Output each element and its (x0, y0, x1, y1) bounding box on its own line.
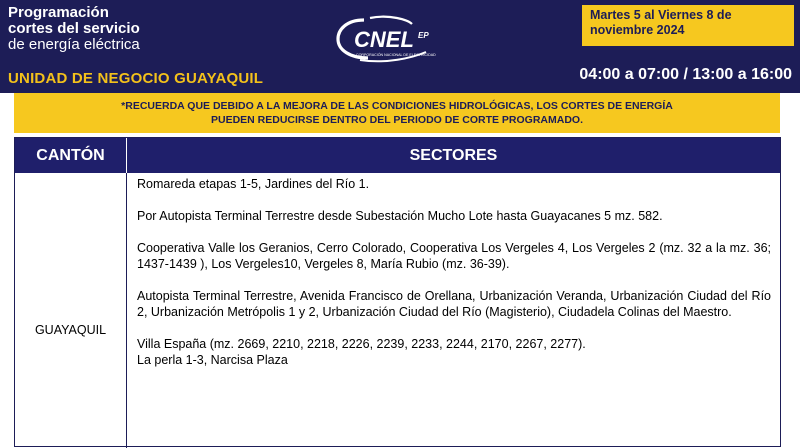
outage-table (14, 137, 781, 447)
sector-entry: Romareda etapas 1-5, Jardines del Río 1. (137, 177, 370, 191)
table-row (15, 173, 126, 448)
column-header-canton: CANTÓN (15, 138, 127, 173)
logo-subtitle: CORPORACIÓN NACIONAL DE ELECTRICIDAD (356, 53, 436, 57)
logo-text: CNEL (354, 27, 414, 52)
business-unit: UNIDAD DE NEGOCIO GUAYAQUIL (8, 70, 264, 87)
sector-entry: Por Autopista Terminal Terrestre desde Subestación Mucho Lote hasta Guayacanes 5 mz. 582. (137, 209, 663, 223)
outage-hours: 04:00 a 07:00 / 13:00 a 16:00 (579, 66, 792, 83)
notice-line-2: PUEDEN REDUCIRSE DENTRO DEL PERIODO DE CORTE PROGRAMADO. (210, 114, 583, 126)
sector-entry: Autopista Terminal Terrestre, Avenida Francisco de Orellana, Urbanización Veranda, Urbanización Ciudad del Río 2, Urbanización Metrópolis 1 y 2, Urbanización Ciudad del Río (Magisterio), Ciudadela Colinas del Maestro. (137, 289, 771, 319)
title-line-1: Programación (8, 4, 109, 21)
sectores-cell (137, 176, 771, 368)
canton-name: GUAYAQUIL (34, 323, 107, 337)
cnel-logo (330, 14, 490, 64)
page-title (8, 5, 288, 53)
logo-suffix: EP (418, 31, 429, 40)
sector-entry: Villa España (mz. 2669, 2210, 2218, 2226, 2239, 2233, 2244, 2170, 2267, 2277). (137, 337, 586, 351)
date-range-box: Martes 5 al Viernes 8 de noviembre 2024 (582, 5, 794, 46)
column-divider (126, 173, 127, 448)
title-line-3: de energía eléctrica (8, 36, 140, 53)
sector-entry: La perla 1-3, Narcisa Plaza (137, 353, 288, 367)
notice-banner (14, 93, 780, 133)
table-header (15, 138, 780, 173)
cnel-swoosh-icon (330, 14, 490, 64)
notice-line-1: *RECUERDA QUE DEBIDO A LA MEJORA DE LAS CONDICIONES HIDROLÓGICAS, LOS CORTES DE ENERGÍA (121, 100, 673, 112)
column-header-sectores: SECTORES (409, 147, 498, 164)
title-line-2: cortes del servicio (8, 20, 140, 37)
sector-entry: Cooperativa Valle los Geranios, Cerro Colorado, Cooperativa Los Vergeles 4, Los Vergeles 2 (mz. 32 a la mz. 36; 1437-1439 ), Los Vergeles10, Vergeles 8, María Rubio (mz. 36-39). (137, 241, 771, 271)
header-banner (0, 0, 800, 93)
